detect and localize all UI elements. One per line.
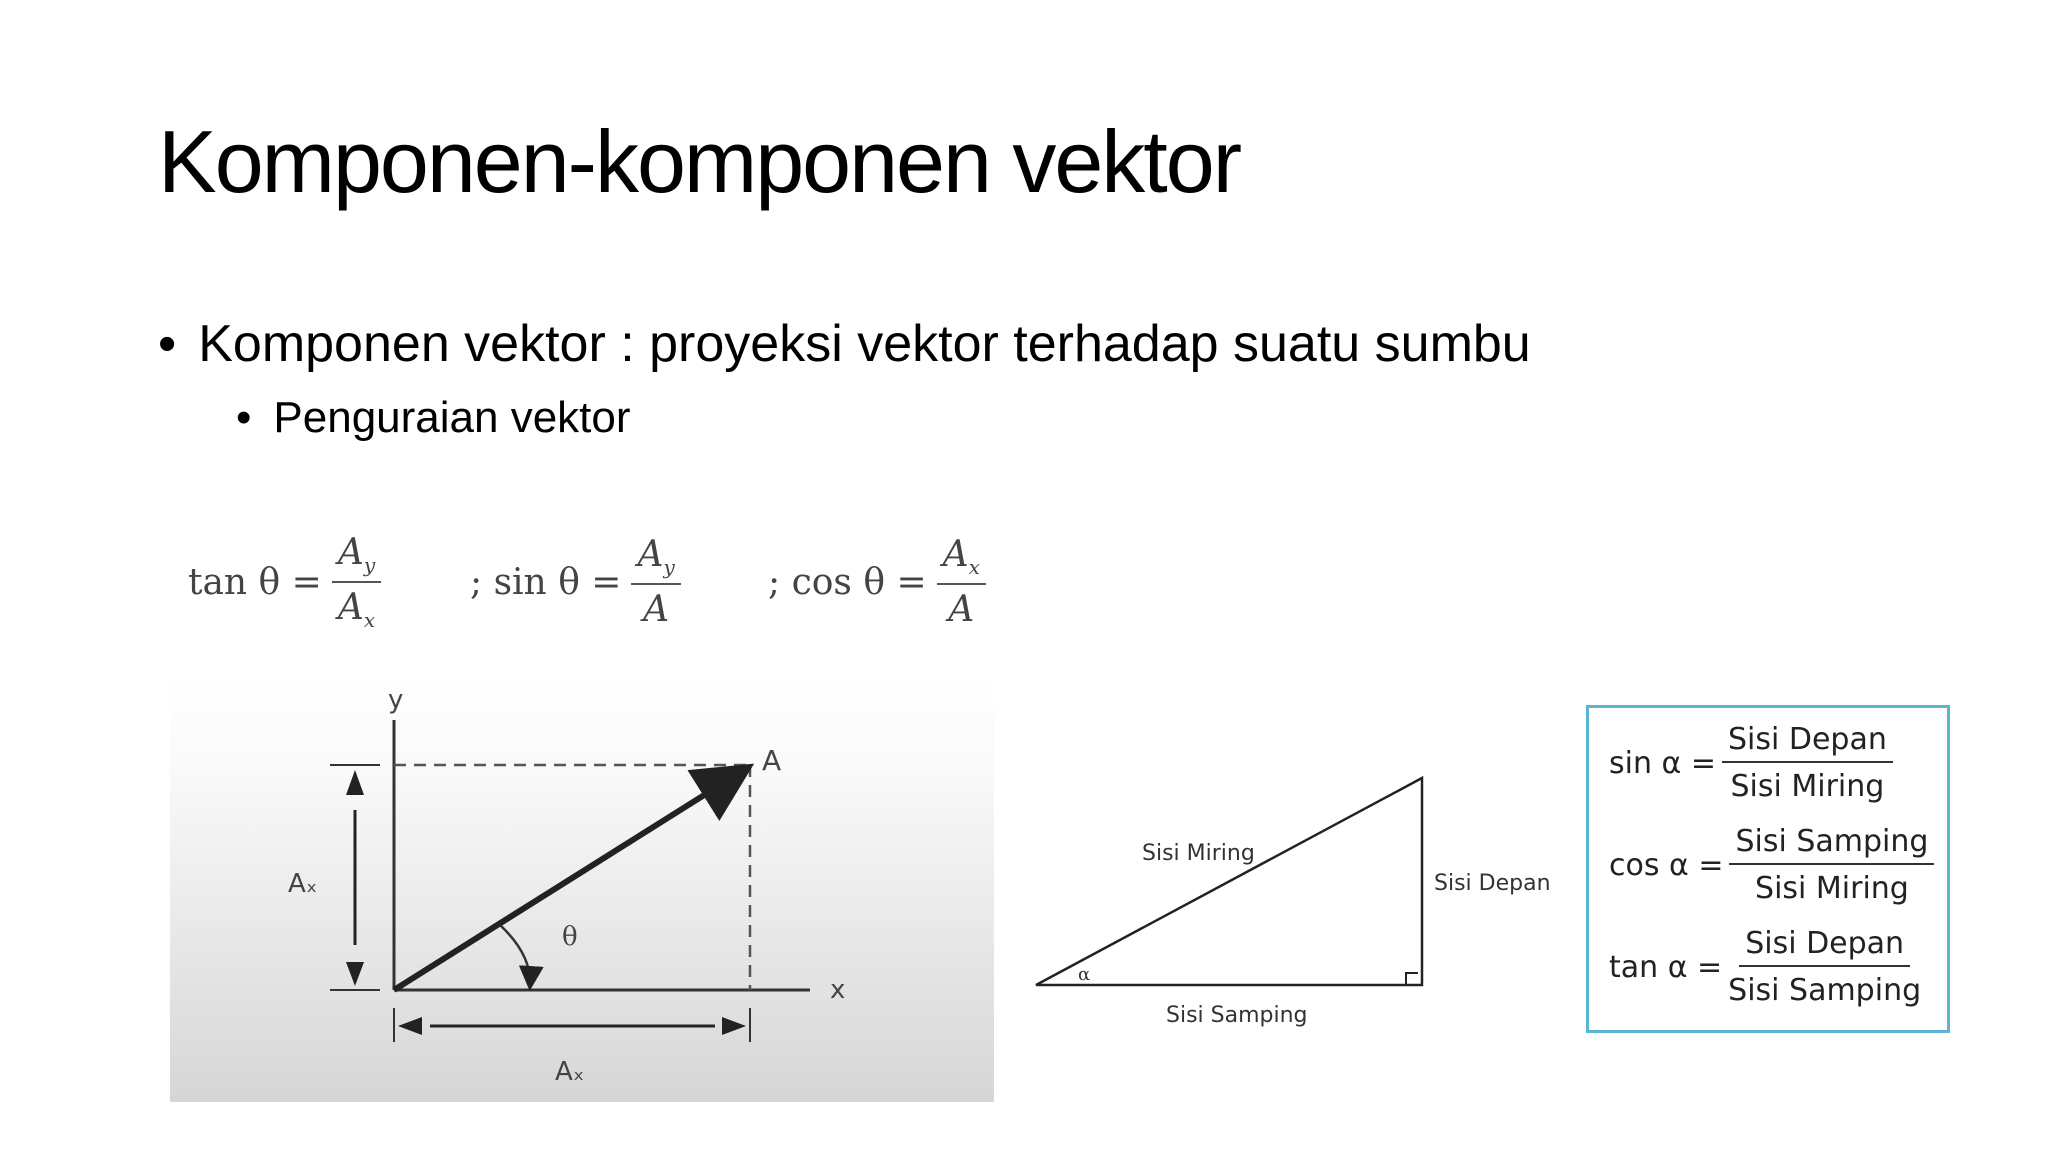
sin-ratio	[1609, 722, 1893, 804]
bullet-text: Penguraian vektor	[273, 393, 631, 442]
hypotenuse-label: Sisi Miring	[1142, 841, 1255, 866]
right-triangle-diagram	[1030, 760, 1570, 1030]
numerator: $A_x$	[937, 534, 986, 585]
cos-formula	[768, 522, 986, 642]
y-axis-label: y	[388, 685, 404, 715]
angle-label: θ	[562, 922, 578, 952]
ratio-lhs: sin α =	[1609, 745, 1716, 781]
formula-lhs: tan θ =	[188, 561, 322, 603]
x-axis-label: x	[830, 975, 846, 1005]
ratio-lhs: cos α =	[1609, 847, 1724, 883]
opposite-label: Sisi Depan	[1434, 871, 1551, 896]
ratio-denominator: Sisi Miring	[1730, 769, 1885, 804]
adjacent-label: Sisi Samping	[1166, 1003, 1308, 1028]
ratio-fraction	[1722, 722, 1893, 804]
angle-alpha-label: α	[1078, 964, 1091, 985]
denominator: $A_x$	[337, 587, 376, 633]
formula-strip	[180, 522, 1000, 652]
sub-bullet-penguraian	[236, 393, 631, 442]
triangle-shape	[1036, 778, 1422, 985]
bullet-dot: •	[236, 393, 252, 442]
formula-lhs: ; sin θ =	[470, 561, 622, 603]
numerator: $A_y$	[631, 534, 680, 585]
sin-formula	[470, 522, 681, 642]
ratio-fraction	[1728, 926, 1921, 1008]
ratio-numerator: Sisi Depan	[1722, 722, 1893, 763]
bullet-komponen-vektor	[158, 315, 1531, 373]
right-angle-mark	[1406, 973, 1418, 985]
cos-ratio	[1609, 824, 1934, 906]
fraction	[631, 534, 680, 630]
denominator: A	[948, 589, 975, 631]
vector-label: A	[762, 744, 782, 777]
ratio-numerator: Sisi Samping	[1729, 824, 1934, 865]
horizontal-component-label: Aₓ	[555, 1057, 585, 1087]
ratio-numerator: Sisi Depan	[1739, 926, 1910, 967]
ratio-lhs: tan α =	[1609, 949, 1723, 985]
numerator: $A_y$	[332, 532, 381, 583]
tan-ratio	[1609, 926, 1921, 1008]
vertical-component-label: Aₓ	[288, 869, 318, 899]
fraction	[332, 532, 381, 632]
fraction	[937, 534, 986, 630]
ratio-fraction	[1729, 824, 1934, 906]
ratio-denominator: Sisi Samping	[1728, 973, 1922, 1008]
tan-formula	[188, 522, 381, 642]
vector-decomposition-diagram	[170, 670, 994, 1102]
trig-ratio-box	[1586, 705, 1950, 1033]
ratio-denominator: Sisi Miring	[1755, 871, 1909, 906]
denominator: A	[643, 589, 670, 631]
bullet-dot: •	[158, 315, 177, 373]
bullet-text: Komponen vektor : proyeksi vektor terhadap suatu sumbu	[198, 315, 1531, 373]
slide-title: Komponen-komponen vektor	[158, 112, 1240, 211]
formula-lhs: ; cos θ =	[768, 561, 927, 603]
